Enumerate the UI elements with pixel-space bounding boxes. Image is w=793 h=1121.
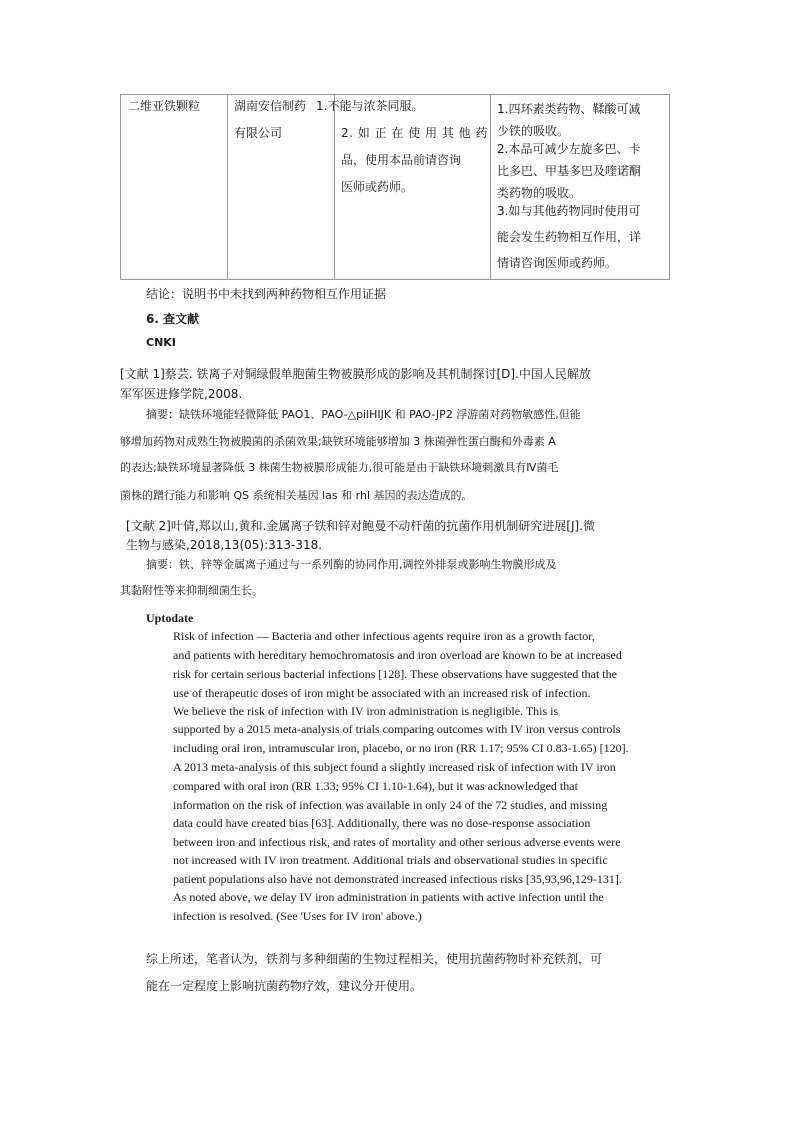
uptodate-line: supported by a 2015 meta-analysis of trials comparing outcomes with IV iron versus controls: [173, 722, 621, 736]
caution-line: 医师或药师。: [341, 180, 414, 194]
ref2-abstract-line: 摘要：铁、锌等金属离子通过与一系列酶的协同作用,调控外排泵或影响生物膜形成及: [146, 558, 557, 571]
manufacturer-line: 有限公司: [234, 126, 283, 140]
interaction-line: 3.如与其他药物同时使用可: [497, 204, 641, 218]
interaction-line: 情请咨询医师或药师。: [497, 256, 618, 270]
interaction-line: 能会发生药物相互作用，详: [497, 230, 642, 244]
ref2-citation: [文献 2]叶倩,郑以山,黄和.金属离子铁和锌对鲍曼不动杆菌的抗菌作用机制研究进展[J].微: [126, 519, 595, 533]
summary-line: 能在一定程度上影响抗菌药物疗效，建议分开使用。: [146, 979, 423, 993]
uptodate-line: infection is resolved. (See 'Uses for IV iron' above.): [173, 909, 422, 923]
interaction-line: 比多巴、甲基多巴及喹诺酮: [497, 164, 642, 178]
uptodate-line: patient populations also have not demonstrated increased infectious risks [35,93,96,129-131].: [173, 872, 622, 886]
interaction-line: 2.本品可减少左旋多巴、卡: [497, 142, 641, 156]
ref1-abstract-line: 菌株的蹭行能力和影响 QS 系统相关基因 las 和 rhl 基因的表达造成的。: [120, 489, 473, 502]
uptodate-line: including oral iron, intramuscular iron, placebo, or no iron (RR 1.17; 95% CI 0.83-1.65) [120].: [173, 741, 629, 755]
conclusion: 结论：说明书中未找到两种药物相互作用证据: [146, 287, 387, 301]
uptodate-line: As noted above, we delay IV iron administration in patients with active infection until the: [173, 890, 604, 904]
ref1-citation: 军军医进修学院,2008.: [120, 387, 243, 401]
table-divider: [334, 95, 335, 279]
drug-table: [120, 94, 670, 280]
table-divider: [227, 95, 228, 279]
uptodate-line: We believe the risk of infection with IV iron administration is negligible. This is: [173, 704, 559, 718]
uptodate-line: data could have created bias [63]. Additionally, there was no dose-response association: [173, 816, 591, 830]
uptodate-line: not increased with IV iron treatment. Additional trials and observational studies in specific: [173, 853, 608, 867]
section-heading: 6. 查文献: [146, 312, 200, 326]
ref1-citation: [文献 1]蔡芸. 铁离子对铜绿假单胞菌生物被膜形成的影响及其机制探讨[D].中国人民解放: [120, 367, 591, 381]
table-divider: [490, 95, 491, 279]
uptodate-line: risk for certain serious bacterial infections [128]. These observations have suggested that the: [173, 667, 617, 681]
ref1-abstract-line: 够增加药物对成熟生物被膜菌的杀菌效果;缺铁环境能够增加 3 株菌弹性蛋白酶和外毒素 A: [120, 435, 556, 448]
uptodate-line: and patients with hereditary hemochromatosis and iron overload are known to be at increased: [173, 648, 622, 662]
ref1-abstract-line: 的表达;缺铁环境显著降低 3 株菌生物被膜形成能力,很可能是由于缺铁环境刺激具有Ⅳ菌毛: [120, 461, 559, 474]
manufacturer-line: 湖南安信制药: [234, 99, 307, 113]
uptodate-line: between iron and infectious risk, and rates of mortality and other serious adverse events were: [173, 835, 621, 849]
uptodate-line: A 2013 meta-analysis of this subject found a slightly increased risk of infection with IV iron: [173, 760, 616, 774]
interaction-line: 少铁的吸收。: [497, 124, 570, 138]
caution-line: 品，使用本品前请咨询: [341, 153, 462, 167]
caution-line: 2. 如 正 在 使 用 其 他 药: [341, 126, 488, 140]
uptodate-line: information on the risk of infection was available in only 24 of the 72 studies, and missing: [173, 798, 608, 812]
uptodate-line: compared with oral iron (RR 1.33; 95% CI 1.10-1.64), but it was acknowledged that: [173, 779, 578, 793]
uptodate-line: Risk of infection — Bacteria and other infectious agents require iron as a growth factor,: [173, 629, 595, 643]
interaction-line: 类药物的吸收。: [497, 186, 582, 200]
cnki-label: CNKI: [146, 336, 176, 349]
drug-name-cell: 二维亚铁颗粒: [128, 99, 201, 113]
caution-line: 1.不能与浓茶同服。: [316, 99, 424, 113]
ref2-abstract-line: 其黏附性等来抑制细菌生长。: [120, 584, 263, 597]
ref1-abstract-line: 摘要：缺铁环境能轻微降低 PAO1、PAO-△pilHIJK 和 PAO-JP2 浮游菌对药物敏感性,但能: [146, 408, 581, 421]
ref2-citation: 生物与感染,2018,13(05):313-318.: [126, 538, 323, 552]
uptodate-line: use of therapeutic doses of iron might be associated with an increased risk of infection.: [173, 686, 591, 700]
uptodate-label: Uptodate: [146, 611, 194, 625]
summary-line: 综上所述，笔者认为，铁剂与多种细菌的生物过程相关，使用抗菌药物时补充铁剂，可: [146, 952, 603, 966]
interaction-line: 1.四环素类药物、鞣酸可减: [497, 102, 641, 116]
